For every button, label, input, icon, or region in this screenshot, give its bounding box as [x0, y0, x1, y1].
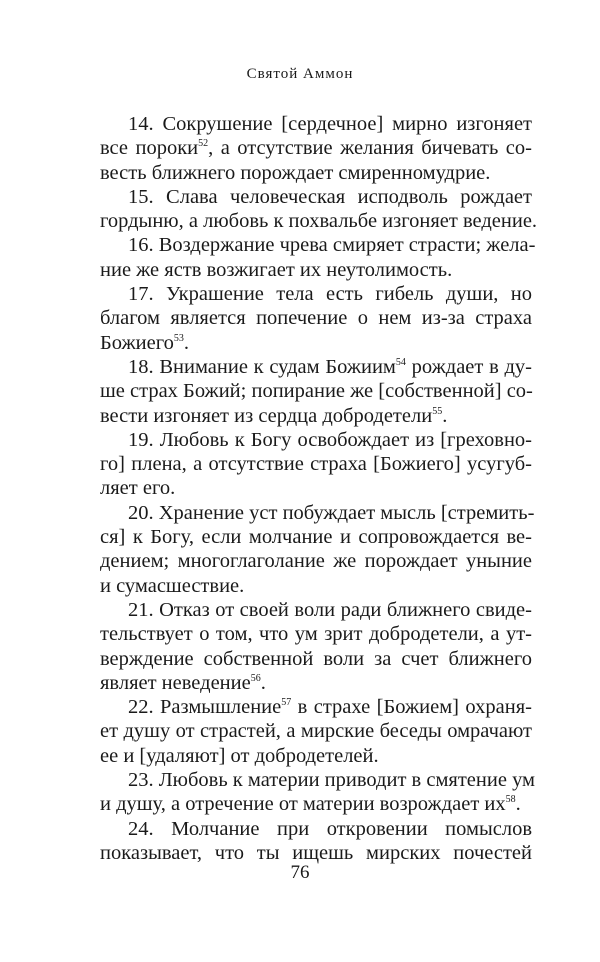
- footnote-ref[interactable]: 58: [505, 794, 516, 806]
- text-line: ее и [удаляют] от добродетелей.: [100, 744, 379, 767]
- text-line: го] плена, а отсутствие страха [Божиего] усугуб-: [100, 453, 532, 476]
- text-body: [72, 112, 538, 865]
- text-line: ляет его.: [100, 477, 176, 500]
- footnote-ref[interactable]: 56: [250, 673, 261, 684]
- paragraph-21: [72, 598, 532, 695]
- paragraph-14: [72, 112, 532, 185]
- text-line: весть ближнего порождает смиренномудрие.: [100, 161, 491, 184]
- text-line: 14. Сокрушение [сердечное] мирно изгоняет: [128, 113, 532, 135]
- text-line: тельствует о том, что ум зрит добродетели, а ут-: [100, 623, 532, 646]
- paragraph-22: [72, 695, 532, 768]
- text-line: и сумасшествие.: [100, 574, 245, 597]
- text-line: являет неведение$^{56}$.: [100, 671, 266, 694]
- text-line: 20. Хранение уст побуждает мысль [стремить-: [128, 501, 535, 524]
- text-line: показывает, что ты ищешь мирских почестей: [100, 841, 532, 864]
- paragraph-20: [72, 501, 535, 598]
- footnote-ref[interactable]: 54: [395, 357, 406, 369]
- paragraph-24: [72, 817, 532, 866]
- paragraph-16: [72, 233, 536, 282]
- text-line: верждение собственной воли за счет ближнего: [100, 647, 532, 670]
- footnote-ref[interactable]: 55: [432, 405, 443, 417]
- footnote-ref[interactable]: 52: [198, 138, 209, 150]
- paragraph-17: [72, 282, 532, 355]
- text-line: и душу, а отречение от материи возрождает $их^{58}$.: [100, 793, 521, 816]
- paragraph-15: [72, 185, 538, 234]
- text-line: вести изгоняет из сердца добродетели$^{55}$.: [100, 404, 448, 427]
- text-line: Божиего$^{53}$.: [100, 331, 190, 354]
- text-line: гордыню, а любовь к похвальбе изгоняет ведение.: [100, 210, 538, 233]
- text-line: дением; многоглаголание же порождает уныние: [100, 550, 532, 573]
- text-line: ет душу от страстей, а мирские беседы омрачают: [100, 720, 532, 743]
- text-line: 15. Слава человеческая исподволь рождает: [128, 185, 532, 208]
- paragraph-19: [72, 428, 532, 501]
- text-line: 19. Любовь к Богу освобождает из [греховно-: [128, 428, 532, 451]
- text-line: благом является попечение о нем из-за страха: [100, 307, 532, 330]
- text-line: 23. Любовь к материи приводит в смятение ум: [128, 769, 536, 792]
- text-line: 17. Украшение тела есть гибель души, но: [128, 283, 532, 306]
- text-line: все пороки$^{52}$, а отсутствие желания бичевать со-: [100, 137, 532, 160]
- text-line: 21. Отказ от своей воли ради ближнего свиде-: [128, 598, 532, 621]
- paragraph-18: [72, 355, 532, 428]
- text-line: 22. Размышление$^{57}$ в страхе [Божием] охраня-: [128, 696, 532, 719]
- paragraph-23: [72, 768, 536, 817]
- page-number: 76: [290, 862, 310, 883]
- running-header: Святой Аммон: [246, 66, 354, 82]
- text-line: ся] к Богу, если молчание и сопровождается ве-: [100, 526, 532, 549]
- text-line: ше страх Божий; попирание же [собственной] со-: [100, 380, 533, 403]
- footnote-ref[interactable]: 53: [173, 332, 184, 344]
- text-line: ние же яств возжигает их неутолимость.: [100, 258, 453, 281]
- text-line: 16. Воздержание чрева смиряет страсти; жела-: [128, 234, 536, 257]
- footnote-ref[interactable]: 57: [281, 697, 292, 709]
- text-line: 24. Молчание при откровении помыслов: [128, 817, 532, 840]
- text-line: 18. Внимание к судам Божиим$^{54}$ рождает в ду-: [128, 355, 532, 378]
